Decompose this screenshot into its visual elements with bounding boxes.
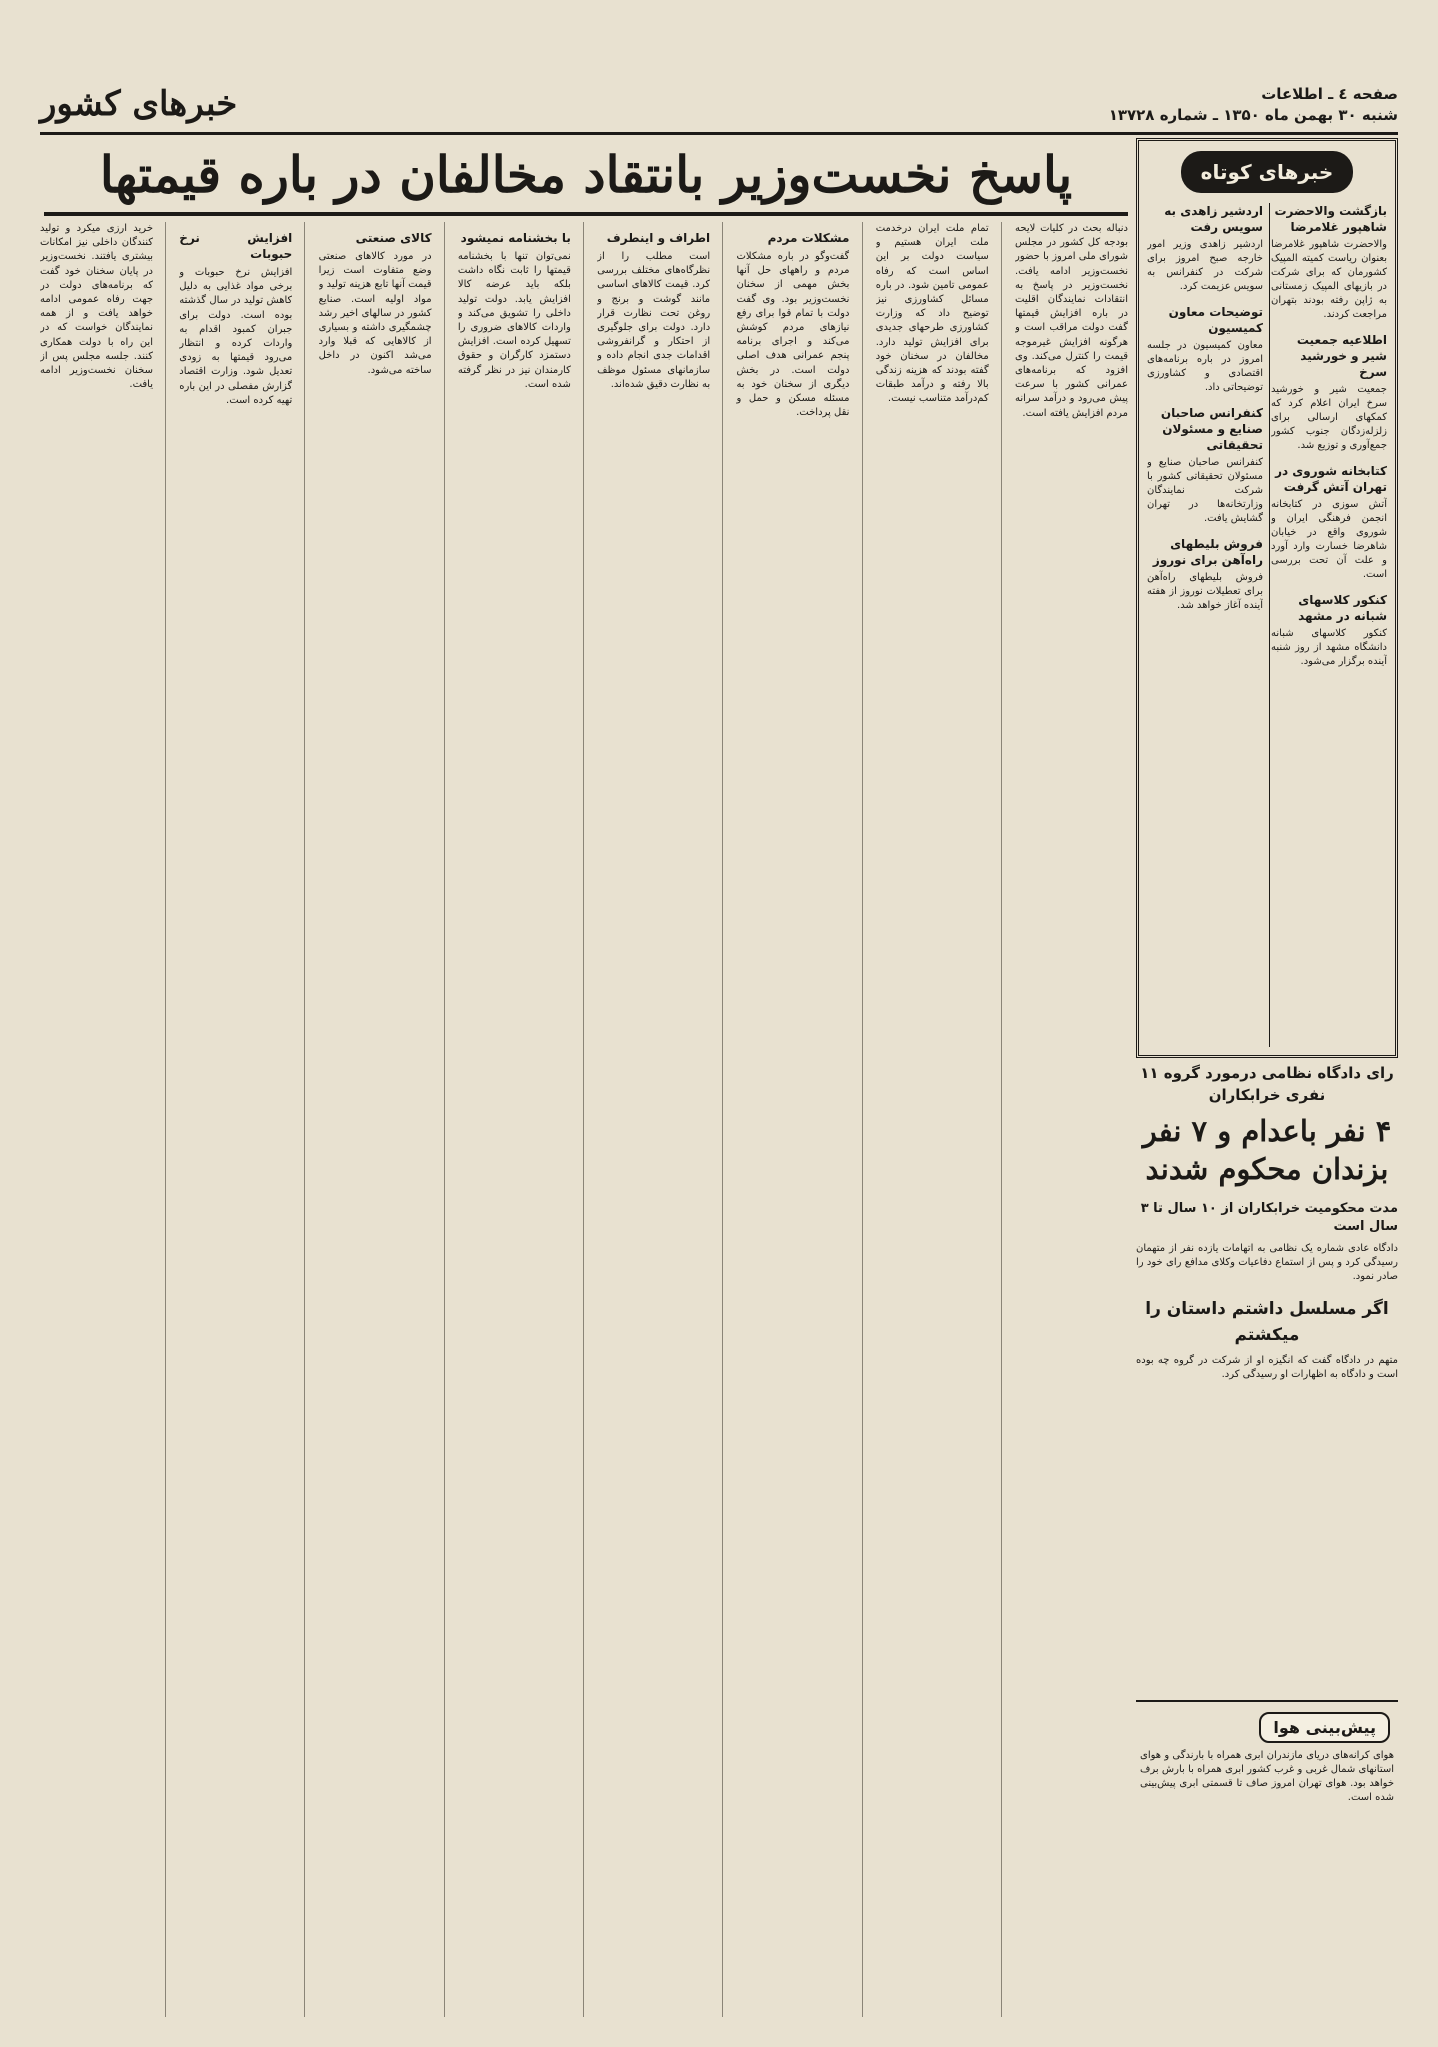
- column-subhead: مشکلات مردم: [767, 231, 850, 245]
- column-rule: [444, 222, 445, 2017]
- short-news-body: معاون کمیسیون در جلسه امروز در باره برنامه‌های اقتصادی و کشاورزی توضیحاتی داد.: [1147, 340, 1263, 393]
- court-body-2: متهم در دادگاه گفت که انگیزه او از شرکت در گروه چه بوده است و دادگاه به اظهارات او رسیدگی کرد.: [1136, 1355, 1398, 1380]
- short-news-column-left: [1147, 203, 1263, 1047]
- date-line: شنبه ۳۰ بهمن ماه ۱۳۵۰ ـ شماره ۱۳۷۲۸: [1108, 106, 1398, 124]
- column-text: افزایش نرخ حبوبات و برخی مواد غذایی به دلیل کاهش تولید در سال گذشته بوده است. دولت برای جبران کمبود اقدام به واردات کرده و انتظار می‌رود قیمتها به زودی تعدیل شود. وزارت اقتصاد گزارش مفصلی در این باره تهیه کرده است.: [179, 267, 293, 406]
- article-column: [179, 222, 292, 2017]
- column-text: نمی‌توان تنها با بخشنامه قیمتها را ثابت نگاه داشت بلکه باید عرضه کالا افزایش یابد. دولت تولید داخلی را تشویق می‌کند و واردات کالاهای ضروری را تسهیل کرده است. افزایش دستمزد کارگران و حقوق کارمندان نیز در نظر گرفته شده است.: [457, 251, 571, 390]
- short-news-body: فروش بلیطهای راه‌آهن برای تعطیلات نوروز از هفته آینده آغاز خواهد شد.: [1147, 572, 1263, 611]
- court-kicker: رای دادگاه نظامی درمورد گروه ۱۱ نفری خرابکاران: [1140, 1064, 1394, 1104]
- short-news-body: اردشیر زاهدی وزیر امور خارجه صبح امروز برای شرکت در کنفرانس به سویس عزیمت کرد.: [1147, 239, 1263, 292]
- short-news-body: کنکور کلاسهای شبانه دانشگاه مشهد از روز شنبه آینده برگزار می‌شود.: [1271, 628, 1387, 667]
- court-headline: ۴ نفر باعدام و ۷ نفر بزندان محکوم شدند: [1142, 1114, 1392, 1186]
- column-rule: [304, 222, 305, 2017]
- article-column: [597, 222, 710, 2017]
- page-line: صفحه ٤ ـ اطلاعات: [1261, 85, 1398, 103]
- article-columns: [40, 222, 1128, 2017]
- court-subhead: مدت محکومیت خرابکاران از ۱۰ سال تا ۳ سال است: [1140, 1201, 1398, 1234]
- short-news-head: کنکور کلاسهای شبانه در مشهد: [1298, 593, 1387, 623]
- column-rule: [165, 222, 166, 2017]
- column-text: است مطلب را از نظرگاه‌های مختلف بررسی کرد. قیمت کالاهای اساسی مانند گوشت و برنج و روغن تحت نظارت قرار دارد. دولت برای جلوگیری از احتکار و گرانفروشی اقدامات جدی انجام داده و سازمانهای مسئول موظف به نظارت دقیق شده‌اند.: [597, 251, 711, 390]
- masthead: [40, 84, 1398, 135]
- column-rule: [1001, 222, 1002, 2017]
- court-subhead-2: اگر مسلسل داشتم داستان را میکشتم: [1145, 1299, 1389, 1345]
- article-column: [876, 222, 989, 2017]
- short-news-column-right: [1271, 203, 1387, 1047]
- column-subhead: افزایش نرخ حبوبات: [179, 231, 293, 261]
- column-rule: [862, 222, 863, 2017]
- court-body: دادگاه عادی شماره یک نظامی به اتهامات یازده نفر از متهمان رسیدگی کرد و پس از استماع دفاعیات وکلای مدافع رای خود را صادر نمود.: [1136, 1243, 1398, 1282]
- short-news-head: اطلاعیه جمعیت شیر و خورشید سرخ: [1296, 333, 1387, 379]
- short-news-item: [1271, 463, 1387, 582]
- short-news-box: [1136, 138, 1398, 1058]
- short-news-item: [1271, 592, 1387, 669]
- article-column: [458, 222, 571, 2017]
- article-column: [40, 222, 153, 2017]
- short-news-head: توضیحات معاون کمیسیون: [1168, 305, 1263, 335]
- short-news-head: اردشیر زاهدی به سویس رفت: [1164, 204, 1263, 234]
- court-news: [1136, 1062, 1398, 1682]
- article-column: [319, 222, 432, 2017]
- main-headline: پاسخ نخست‌وزیر بانتقاد مخالفان در باره قیمتها: [99, 145, 1073, 204]
- short-news-divider: [1269, 203, 1270, 1047]
- short-news-head: کتابخانه شوروی در تهران آتش گرفت: [1275, 464, 1387, 494]
- short-news-head: بازگشت والاحضرت شاهپور غلامرضا: [1274, 204, 1387, 234]
- column-subhead: با بخشنامه نمیشود: [460, 231, 571, 245]
- short-news-item: [1147, 304, 1263, 395]
- short-news-item: [1271, 332, 1387, 453]
- short-news-item: [1147, 405, 1263, 526]
- short-news-head: فروش بلیطهای راه‌آهن برای نوروز: [1152, 537, 1263, 567]
- short-news-body: آتش سوزی در کتابخانه انجمن فرهنگی ایران و شوروی واقع در خیابان شاهرضا خسارت وارد آورد و علت آن تحت بررسی است.: [1271, 499, 1387, 580]
- column-text: دنباله بحث در کلیات لایحه بودجه کل کشور در مجلس شورای ملی امروز با حضور نخست‌وزیر ادامه یافت. نخست‌وزیر در پاسخ به انتقادات نمایندگان اقلیت در باره افزایش قیمتها گفت دولت مراقب است و هرگونه افزایش غیرموجه قیمت را کنترل می‌کند. وی افزود که برنامه‌های عمرانی کشور با سرعت پیش می‌رود و درآمد سرانه مردم افزایش یافته است.: [1015, 223, 1128, 419]
- masthead-info: [1109, 84, 1398, 126]
- column-rule: [722, 222, 723, 2017]
- column-text: تمام ملت ایران درخدمت ملت ایران هستیم و سیاست دولت بر این اساس است که رفاه عمومی تامین شود. در باره مسائل کشاورزی نیز توضیح داد که وزارت کشاورزی طرحهای جدیدی برای افزایش تولید دارد. مخالفان در سخنان خود گفته بودند که هزینه زندگی بالا رفته و درآمد طبقات کم‌درآمد متناسب نیست.: [875, 223, 989, 405]
- article-column: [736, 222, 849, 2017]
- short-news-body: جمعیت شیر و خورشید سرخ ایران اعلام کرد که کمکهای ارسالی برای زلزله‌زدگان جنوب کشور جمع‌آوری و توزیع شد.: [1271, 384, 1387, 451]
- short-news-item: [1147, 536, 1263, 613]
- column-subhead: کالای صنعتی: [355, 231, 432, 245]
- article-column: [1015, 222, 1128, 2017]
- headline-rule: [44, 212, 1128, 216]
- short-news-item: [1271, 203, 1387, 322]
- short-news-body: کنفرانس صاحبان صنایع و مسئولان تحقیقاتی کشور با شرکت نمایندگان وزارتخانه‌ها در تهران گشایش یافت.: [1147, 457, 1263, 524]
- column-rule: [583, 222, 584, 2017]
- short-news-body: والاحضرت شاهپور غلامرضا بعنوان ریاست کمیته المپیک کشورمان که برای شرکت در بازیهای المپیک زمستانی به ژاپن رفته بودند بتهران مراجعت کردند.: [1271, 239, 1387, 320]
- section-title: خبرهای کشور: [40, 84, 238, 124]
- column-text: گفت‌وگو در باره مشکلات مردم و راههای حل آنها بخش مهمی از سخنان نخست‌وزیر بود. وی گفت دولت با تمام قوا برای رفع نیازهای مردم کوشش می‌کند و اجرای برنامه پنجم عمرانی هدف اصلی دولت است. در بخش دیگری از سخنان خود به مسئله مسکن و حمل و نقل پرداخت.: [736, 251, 850, 419]
- column-text: در مورد کالاهای صنعتی وضع متفاوت است زیرا قیمت آنها تابع هزینه تولید و مواد اولیه است. صنایع کشور در سالهای اخیر رشد چشمگیری داشته و بسیاری از کالاهایی که قبلا وارد می‌شد اکنون در داخل ساخته می‌شود.: [318, 251, 432, 376]
- short-news-title: خبرهای کوتاه: [1181, 151, 1353, 193]
- column-subhead: اطراف و اینطرف: [606, 231, 711, 245]
- short-news-head: کنفرانس صاحبان صنایع و مسئولان تحقیقاتی: [1160, 406, 1263, 452]
- weather-forecast: [1136, 1700, 1398, 2018]
- column-text: خرید ارزی میکرد و تولید کنندگان داخلی نیز امکانات بیشتری یافتند. نخست‌وزیر در پایان سخنان خود گفت که برنامه‌های دولت در جهت رفاه عمومی ادامه خواهد یافت و از همه نمایندگان خواست که در این راه با دولت همکاری کنند. جلسه مجلس پس از سخنان نخست‌وزیر ادامه یافت.: [40, 223, 153, 391]
- short-news-item: [1147, 203, 1263, 294]
- weather-body: هوای کرانه‌های دریای مازندران ابری همراه با بارندگی و هوای استانهای شمال غربی و غرب کشور ابری همراه با بارش برف خواهد بود. هوای تهران امروز صاف تا قسمتی ابری پیش‌بینی شده است.: [1140, 1750, 1394, 1803]
- weather-badge: پیش‌بینی هوا: [1259, 1712, 1390, 1743]
